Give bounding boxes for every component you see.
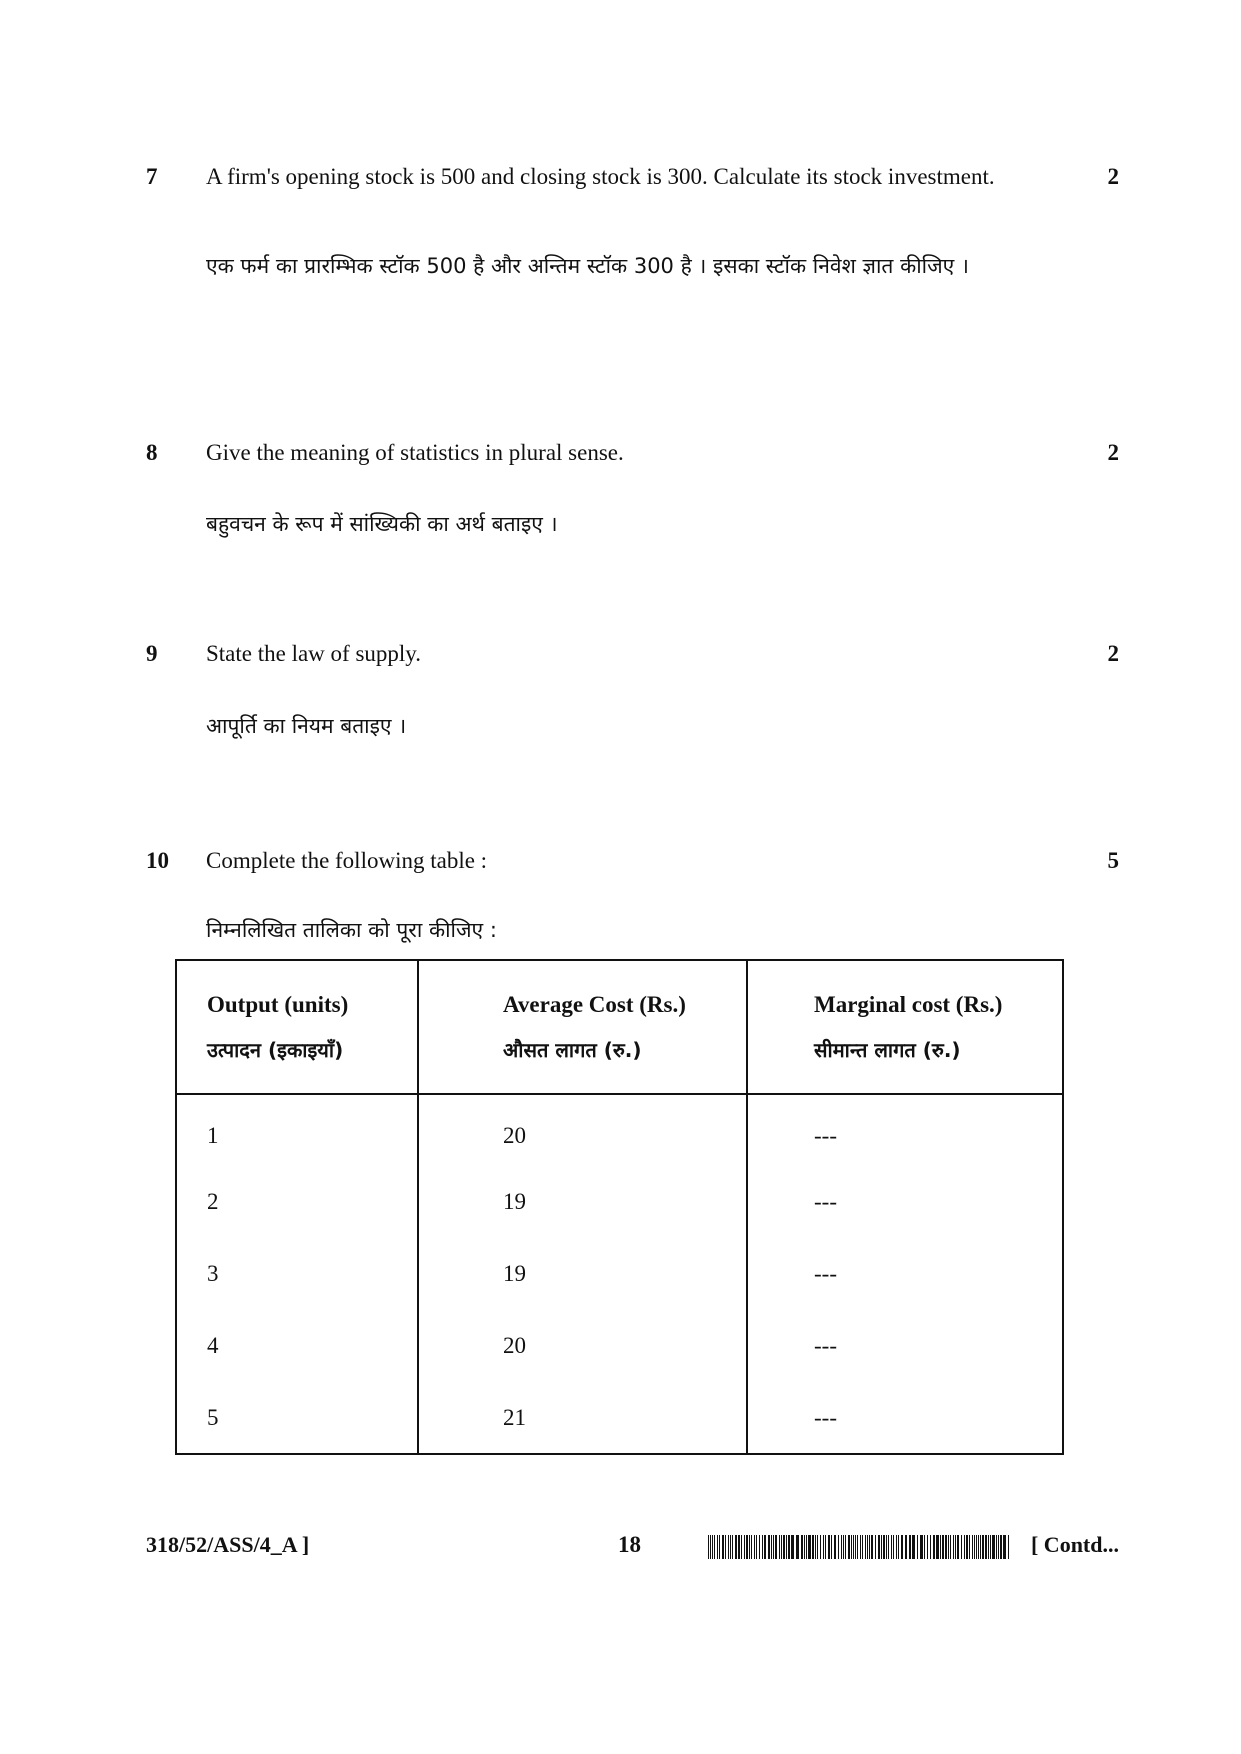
contd-label: [ Contd... <box>1030 1532 1119 1557</box>
cell-output: 4 <box>207 1333 219 1358</box>
table-row <box>176 1238 1063 1310</box>
question-8-marks: 2 <box>1107 440 1119 465</box>
header-output-en: Output (units) <box>207 991 349 1017</box>
cell-average-cost: 21 <box>503 1404 526 1430</box>
header-average-cost-en: Average Cost (Rs.) <box>503 991 686 1017</box>
question-7-number: 7 <box>146 164 158 189</box>
table-row <box>176 1310 1063 1382</box>
table-row <box>176 1166 1063 1238</box>
question-8-text: Give the meaning of statistics in plural sense. <box>206 440 624 465</box>
question-10-hindi: निम्नलिखित तालिका को पूरा कीजिए : <box>206 918 497 942</box>
table-row <box>176 1382 1063 1454</box>
table-header-row <box>176 960 1063 1094</box>
cell-output: 5 <box>207 1404 219 1430</box>
question-8-hindi: बहुवचन के रूप में सांख्यिकी का अर्थ बताइए । <box>206 512 558 536</box>
header-marginal-cost <box>747 960 1063 1094</box>
header-marginal-cost-hi: सीमान्त लागत (रु.) <box>814 1037 961 1062</box>
question-10-text: Complete the following table : <box>206 848 488 873</box>
question-8-number: 8 <box>146 440 158 465</box>
cell-average-cost: 19 <box>503 1261 526 1286</box>
question-10-marks: 5 <box>1107 848 1119 873</box>
header-marginal-cost-en: Marginal cost (Rs.) <box>814 991 1003 1017</box>
question-7-marks: 2 <box>1107 164 1119 189</box>
cell-marginal-cost: --- <box>814 1122 837 1148</box>
cell-marginal-cost: --- <box>814 1261 837 1286</box>
cell-average-cost: 19 <box>503 1189 526 1214</box>
question-9-text: State the law of supply. <box>206 641 422 666</box>
question-7-text: A firm's opening stock is 500 and closing stock is 300. Calculate its stock investment. <box>206 164 995 189</box>
header-output-hi: उत्पादन (इकाइयाँ) <box>207 1037 344 1062</box>
cell-output: 2 <box>207 1189 219 1214</box>
cell-marginal-cost: --- <box>814 1333 837 1358</box>
cell-average-cost: 20 <box>503 1122 526 1148</box>
question-9-hindi: आपूर्ति का नियम बताइए । <box>206 714 407 738</box>
cell-output: 3 <box>207 1261 219 1286</box>
question-7-hindi: एक फर्म का प्रारम्भिक स्टॉक 500 है और अन्तिम स्टॉक 300 है । इसका स्टॉक निवेश ज्ञात कीजिए । <box>206 254 969 278</box>
cell-average-cost: 20 <box>503 1333 526 1358</box>
table-row <box>176 1094 1063 1166</box>
question-9-number: 9 <box>146 641 158 666</box>
cost-table <box>175 959 1064 1455</box>
cell-output: 1 <box>207 1122 219 1148</box>
page-number: 18 <box>618 1532 641 1557</box>
question-10-number: 10 <box>146 848 169 873</box>
header-average-cost-hi: औसत लागत (रु.) <box>503 1037 642 1062</box>
question-9-marks: 2 <box>1107 641 1119 666</box>
paper-code: 318/52/ASS/4_A ] <box>146 1532 310 1557</box>
cell-marginal-cost: --- <box>814 1189 837 1214</box>
header-average-cost <box>418 960 747 1094</box>
cell-marginal-cost: --- <box>814 1404 837 1430</box>
barcode-icon <box>708 1535 1012 1559</box>
header-output <box>176 960 418 1094</box>
